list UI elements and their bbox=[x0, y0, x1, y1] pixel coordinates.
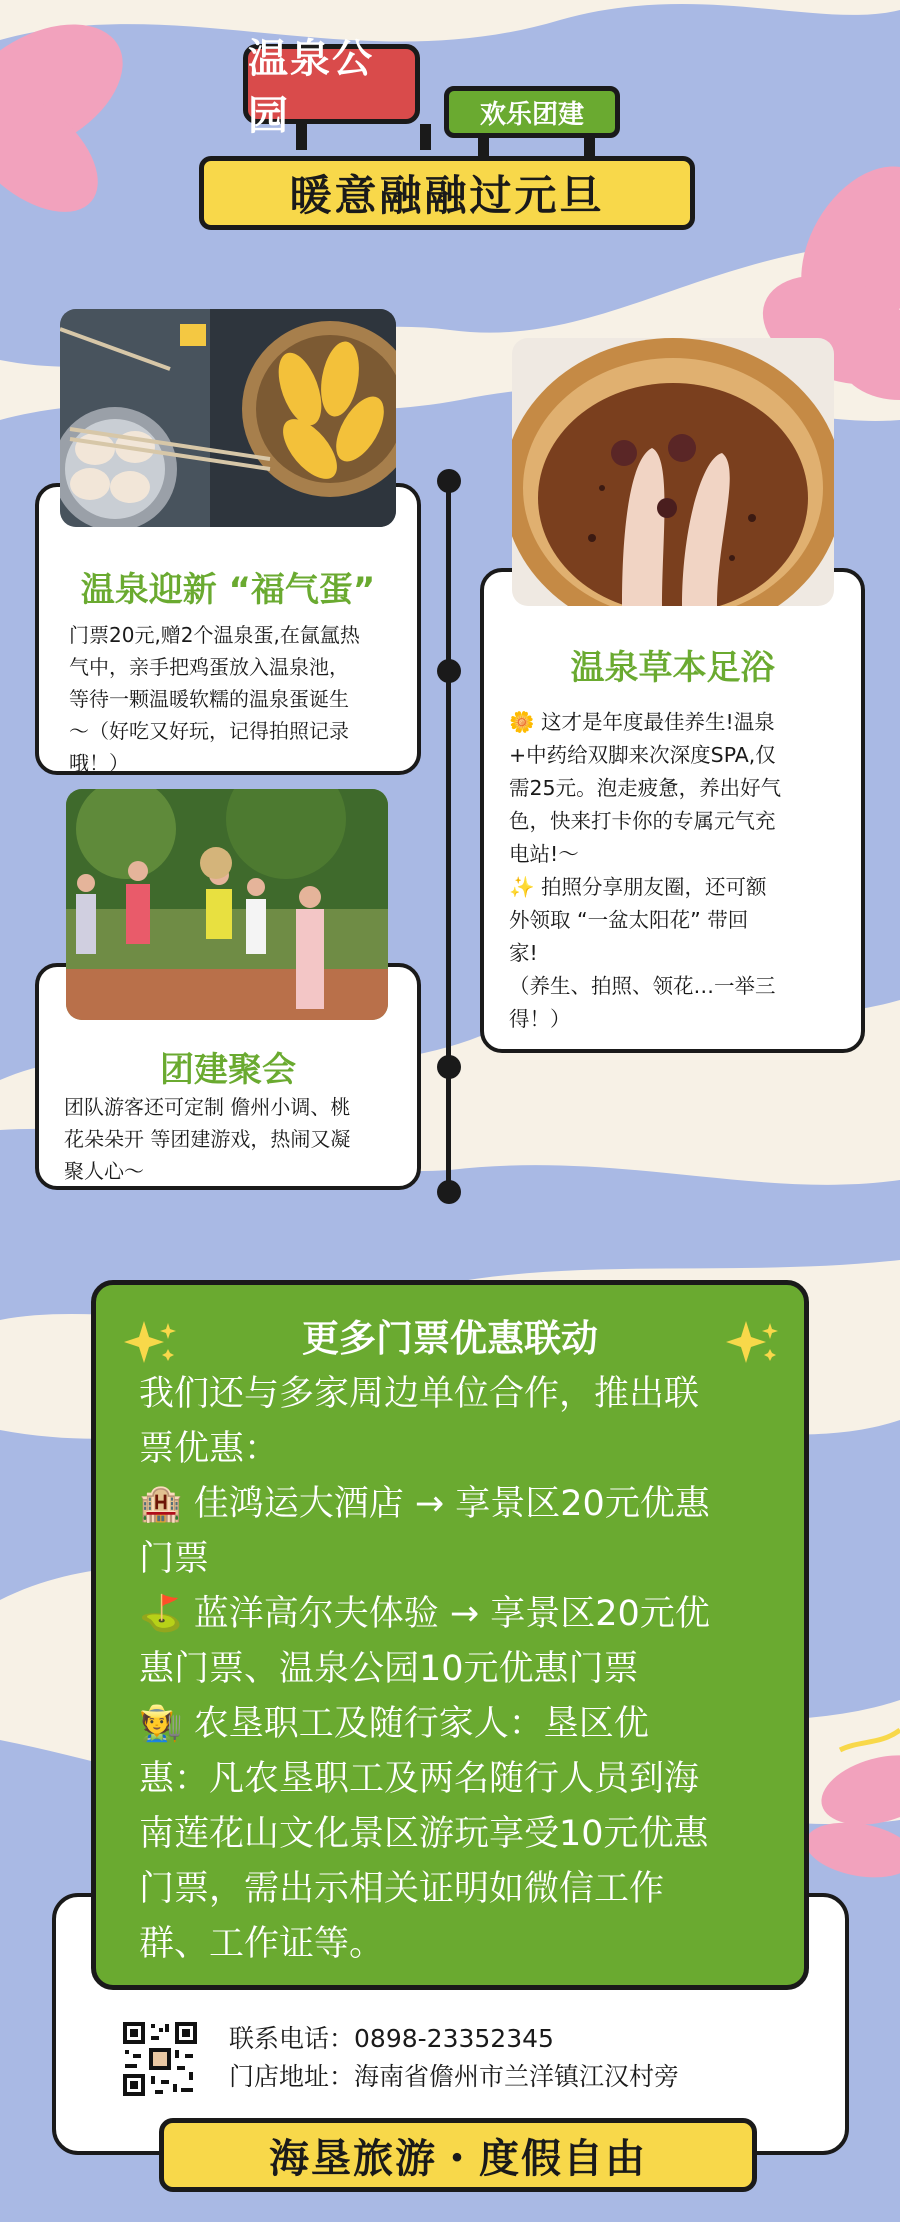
promo-line: 票优惠： bbox=[139, 1429, 280, 1469]
park-name-sign: 温泉公园 bbox=[243, 44, 420, 124]
promo-details bbox=[139, 1367, 789, 1972]
description-line: 需25元。泡走疲惫，养出好气 bbox=[509, 776, 782, 800]
description-line: 团队游客还可定制 儋州小调、桃 bbox=[64, 1095, 351, 1119]
description-line: 聚人心～ bbox=[64, 1159, 144, 1183]
promo-line-golf: ⛳ 蓝洋高尔夫体验 → 享景区20元优 bbox=[139, 1594, 710, 1634]
sub-tag-sign: 欢乐团建 bbox=[444, 86, 620, 138]
description-line: ✨ 拍照分享朋友圈，还可额 bbox=[509, 875, 767, 899]
description-line: 气中，亲手把鸡蛋放入温泉池， bbox=[69, 655, 349, 679]
phone-label: 联系电话： bbox=[229, 2024, 355, 2053]
timeline-dot bbox=[437, 659, 461, 683]
headline-sign: 暖意融融过元旦 bbox=[199, 156, 695, 230]
phone-number[interactable]: 0898-23352345 bbox=[354, 2024, 554, 2053]
foot-bath-description bbox=[509, 706, 854, 1036]
sign-post-green-right bbox=[584, 136, 595, 156]
promo-line-farm-staff: 🧑‍🌾 农垦职工及随行家人：垦区优 bbox=[139, 1704, 649, 1744]
description-line: 得！） bbox=[509, 1007, 571, 1031]
description-line: 外领取 “一盆太阳花” 带回 bbox=[509, 908, 749, 932]
slogan-banner: 海垦旅游・度假自由 bbox=[159, 2118, 757, 2192]
contact-info bbox=[229, 2020, 679, 2096]
team-building-title: 团建聚会 bbox=[160, 1050, 296, 1090]
team-building-description bbox=[64, 1091, 414, 1187]
promo-line: 南莲花山文化景区游玩享受10元优惠 bbox=[139, 1814, 709, 1854]
qr-code-icon[interactable] bbox=[121, 2020, 199, 2098]
promo-line-hotel: 🏨 佳鸿运大酒店 → 享景区20元优惠 bbox=[139, 1484, 710, 1524]
phone-row bbox=[229, 2020, 679, 2058]
description-line: +中药给双脚来次深度SPA,仅 bbox=[509, 743, 776, 767]
egg-activity-title: 温泉迎新 “福气蛋” bbox=[80, 570, 376, 610]
timeline-line bbox=[446, 478, 451, 1193]
promo-line: 门票，需出示相关证明如微信工作 bbox=[139, 1869, 665, 1909]
group-activity-photo bbox=[66, 789, 388, 1020]
promo-line: 我们还与多家周边单位合作，推出联 bbox=[139, 1374, 700, 1414]
promo-line: 门票 bbox=[139, 1539, 210, 1579]
description-line: 哦！） bbox=[69, 751, 129, 775]
description-line: 电站!～ bbox=[509, 842, 579, 866]
sign-post-green-left bbox=[478, 136, 489, 156]
timeline-dot bbox=[437, 1055, 461, 1079]
description-line: 🌼 这才是年度最佳养生!温泉 bbox=[509, 710, 775, 734]
promo-title: 更多门票优惠联动 bbox=[302, 1317, 598, 1360]
promo-line: 惠门票、温泉公园10元优惠门票 bbox=[139, 1649, 639, 1689]
description-line: 门票20元,赠2个温泉蛋,在氤氲热 bbox=[69, 623, 360, 647]
ticket-promotion-box bbox=[91, 1280, 809, 1990]
eggs-and-corn-photo bbox=[60, 309, 396, 527]
address-value: 海南省儋州市兰洋镇江汉村旁 bbox=[354, 2062, 680, 2091]
timeline-dot bbox=[437, 1180, 461, 1204]
foot-bath-card bbox=[480, 568, 865, 1053]
description-line: （养生、拍照、领花…一举三 bbox=[509, 974, 776, 998]
egg-activity-description bbox=[69, 619, 409, 779]
description-line: 家! bbox=[509, 941, 538, 965]
timeline-dot bbox=[437, 469, 461, 493]
sign-post-middle bbox=[420, 124, 431, 150]
address-row bbox=[229, 2058, 679, 2096]
description-line: ～（好吃又好玩，记得拍照记录 bbox=[69, 719, 349, 743]
foot-bath-photo bbox=[512, 338, 834, 606]
promo-line: 惠：凡农垦职工及两名随行人员到海 bbox=[139, 1759, 700, 1799]
address-label: 门店地址： bbox=[229, 2062, 355, 2091]
description-line: 等待一颗温暖软糯的温泉蛋诞生 bbox=[69, 687, 349, 711]
promo-line: 群、工作证等。 bbox=[139, 1924, 385, 1964]
description-line: 色，快来打卡你的专属元气充 bbox=[509, 809, 776, 833]
foot-bath-title: 温泉草本足浴 bbox=[570, 648, 775, 688]
description-line: 花朵朵开 等团建游戏，热闹又凝 bbox=[64, 1127, 351, 1151]
